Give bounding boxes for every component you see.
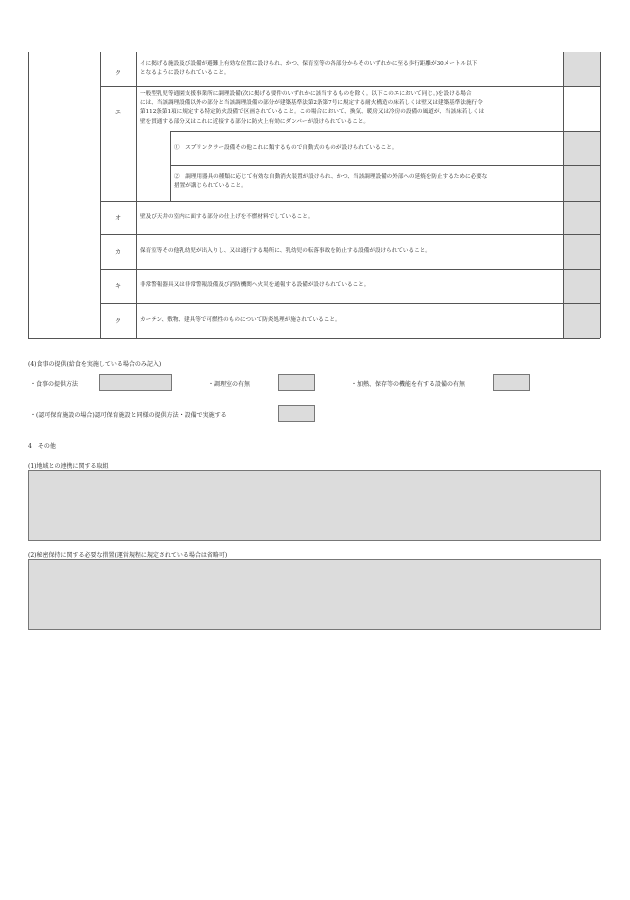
check-cell[interactable] [564, 166, 600, 201]
row-tag: キ [114, 283, 121, 290]
heating-field[interactable] [493, 374, 530, 391]
row-text: イに掲げる施設及び設備が避難上有効な位置に設けられ、かつ、保育室等の各部分からそのいずれかに至る歩行距離が30メートル以下 となるように設けられていること。 [140, 61, 478, 77]
row-tag: オ [114, 215, 121, 222]
check-cell[interactable] [564, 270, 600, 303]
meal-method-label: ・食事の提供方法 [30, 381, 79, 388]
community-textarea[interactable] [28, 470, 601, 541]
meal-method-field[interactable] [99, 374, 172, 391]
row-subtext: ① スプリンクラー設備その他これに類するもので自動式のものが設けられていること。 [174, 145, 398, 151]
row-text: 保育室等その他乳幼児が出入りし、又は通行する場所に、乳幼児の転落事故を防止する設備が設けられていること。 [140, 248, 431, 254]
approved-label: ・(認可保育施設の場合)認可保育施設と同様の提供方法・設備で実施する [30, 412, 227, 419]
row-tag: ク [114, 318, 121, 325]
meal-heading: (4)食事の提供(給食を実施している場合のみ記入) [28, 361, 162, 368]
row-tag: カ [114, 249, 121, 256]
heating-label: ・加熱、保存等の機能を有する設備の有無 [351, 381, 466, 388]
kitchen-field[interactable] [278, 374, 315, 391]
community-heading: (1)地域との連携に関する取組 [28, 463, 109, 470]
other-heading: 4 その他 [28, 443, 56, 450]
privacy-textarea[interactable] [28, 559, 601, 630]
row-text: カーテン、敷物、建具等で可燃性のものについて防炎処理が施されていること。 [140, 317, 341, 323]
check-cell[interactable] [564, 52, 600, 86]
check-cell[interactable] [564, 235, 600, 269]
privacy-heading: (2)秘密保持に関する必要な措置(運営規程に規定されている場合は省略可) [28, 552, 228, 559]
row-tag: エ [114, 109, 121, 116]
row-text: 非常警報器具又は非常警報設備及び消防機関へ火災を通報する設備が設けられていること。 [140, 282, 370, 288]
check-cell[interactable] [564, 304, 600, 338]
row-subtext: ② 調理用器具の種類に応じて有効な自動消火装置が設けられ、かつ、当該調理設備の外部への延焼を防止するために必要な 措置が講じられていること。 [174, 174, 488, 190]
check-cell[interactable] [564, 202, 600, 234]
row-text: 壁及び天井の室内に面する部分の仕上げを不燃材料でしていること。 [140, 214, 314, 220]
row-tag: ク [114, 70, 121, 77]
approved-field[interactable] [278, 405, 315, 422]
row-text: 一般型乳児等通園支援事業所に調理設備(次に掲げる要件のいずれかに該当するものを除く。以下このエにおいて同じ。)を設ける場合 には、当該調理設備以外の部分と当該調理設備の部分が建築基準法第2条第7号に規定する耐火構造の床若しくは壁又は建築基準法施行令 第112条第1項に規定する特定防火設備で区画されていること。この場合において、換気、暖房又は冷房の設備の風道が、当該床若しくは 壁を貫通する部分又はこれに近接する部分に防火上有効にダンパーが設けられていること。 [140, 91, 485, 125]
kitchen-label: ・調理室の有無 [208, 381, 251, 388]
check-cell[interactable] [564, 131, 600, 165]
